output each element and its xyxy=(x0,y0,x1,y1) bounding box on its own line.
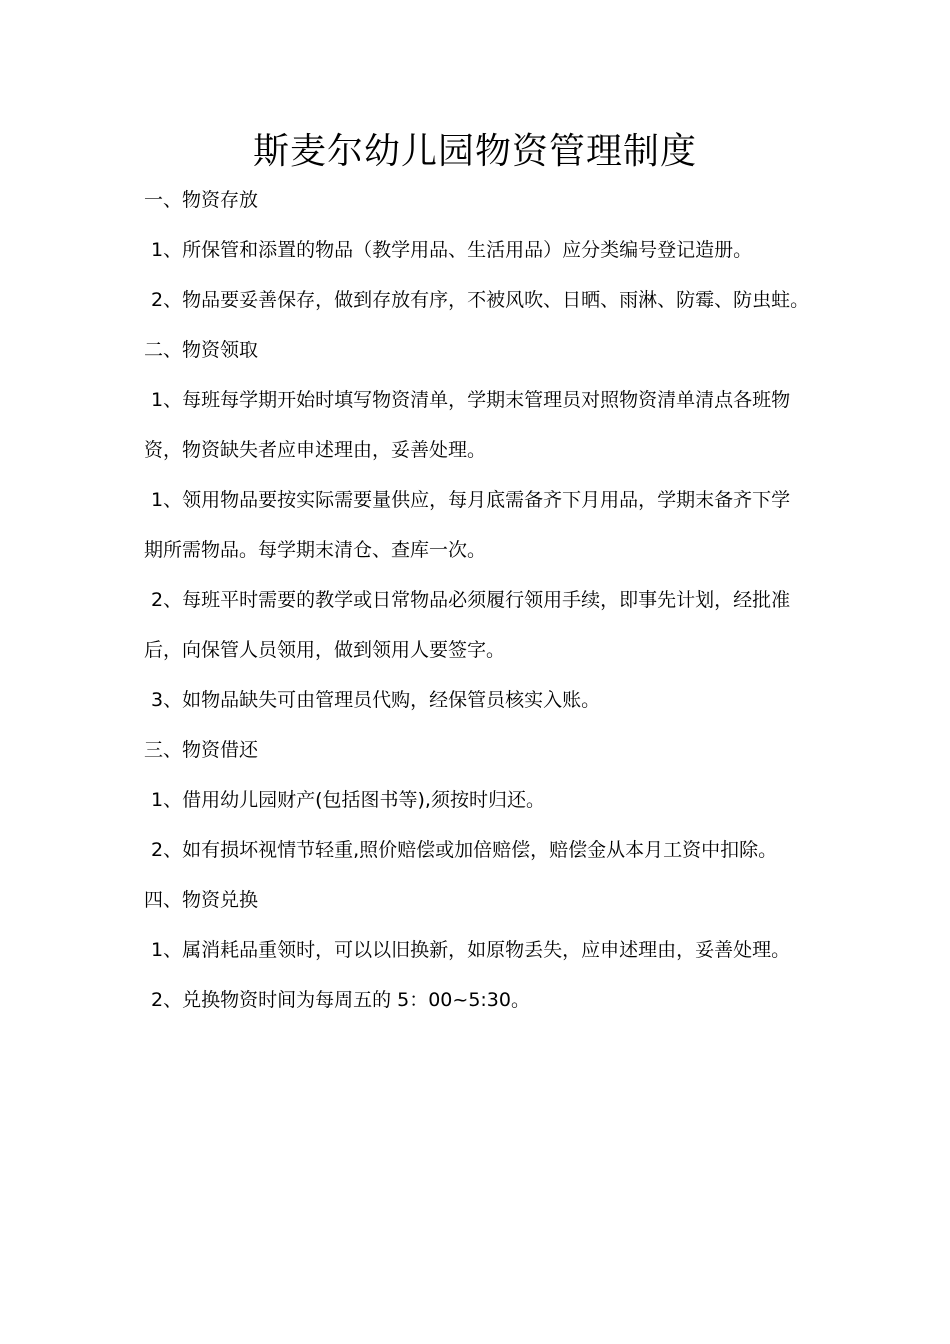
document-body xyxy=(144,175,814,1025)
section-heading-exchange: 四、物资兑换 xyxy=(144,889,259,911)
paragraph-line: 2、兑换物资时间为每周五的 5：00~5:30。 xyxy=(151,989,530,1011)
paragraph-line-continued: 后，向保管人员领用，做到领用人要签字。 xyxy=(144,639,506,661)
paragraph-line-continued: 期所需物品。每学期末清仓、查库一次。 xyxy=(144,539,487,561)
paragraph-line: 2、物品要妥善保存，做到存放有序，不被风吹、日晒、雨淋、防霉、防虫蛀。 xyxy=(151,289,810,311)
paragraph-line: 3、如物品缺失可由管理员代购，经保管员核实入账。 xyxy=(151,689,601,711)
paragraph-line: 1、借用幼儿园财产(包括图书等),须按时归还。 xyxy=(151,789,545,811)
paragraph-line: 1、所保管和添置的物品（教学用品、生活用品）应分类编号登记造册。 xyxy=(151,239,753,261)
paragraph-line: 1、属消耗品重领时，可以以旧换新，如原物丢失，应申述理由，妥善处理。 xyxy=(151,939,791,961)
paragraph-line: 1、领用物品要按实际需要量供应，每月底需备齐下月用品，学期末备齐下学 xyxy=(151,489,791,511)
section-heading-collection: 二、物资领取 xyxy=(144,339,259,361)
paragraph-line: 2、每班平时需要的教学或日常物品必须履行领用手续，即事先计划，经批准 xyxy=(151,589,791,611)
section-heading-storage: 一、物资存放 xyxy=(144,189,259,211)
paragraph-line-continued: 资，物资缺失者应申述理由，妥善处理。 xyxy=(144,439,487,461)
paragraph-line: 1、每班每学期开始时填写物资清单，学期末管理员对照物资清单清点各班物 xyxy=(151,389,791,411)
paragraph-line: 2、如有损坏视情节轻重,照价赔偿或加倍赔偿，赔偿金从本月工资中扣除。 xyxy=(151,839,778,861)
section-heading-borrowing: 三、物资借还 xyxy=(144,739,259,761)
document-title: 斯麦尔幼儿园物资管理制度 xyxy=(252,131,697,172)
